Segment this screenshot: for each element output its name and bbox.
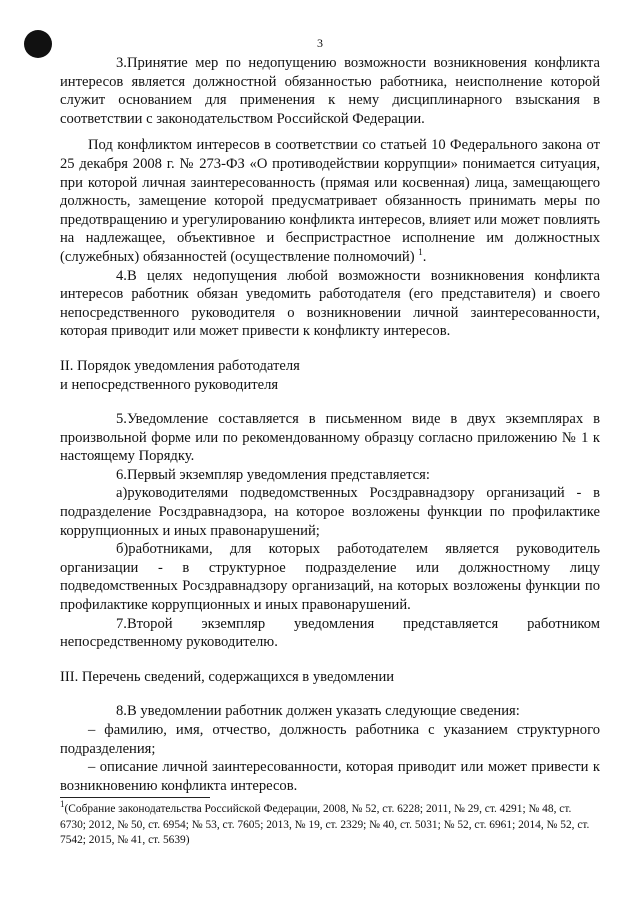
section-3-title: III. Перечень сведений, содержащихся в уведомлении	[60, 668, 395, 685]
paragraph-6b-text: работниками, для которых работодателем является руководитель организации - в структурное подразделение или должностному лицу подведомственных Росздравнадзору организаций, на которых возложены функции по профилактике коррупционных и иных правонарушений.	[60, 541, 600, 614]
section-2-title-line-2: и непосредственного руководителя	[60, 376, 279, 393]
section-2-title-line-1: II. Порядок уведомления работодателя	[60, 357, 300, 374]
footnote-number: 1	[60, 799, 65, 810]
paragraph-6a-text: руководителями подведомственных Росздравнадзору организаций - в подразделение Росздравнадзора, на которое возложены функции по профилактике коррупционных и иных правонарушений;	[60, 485, 600, 539]
conflict-definition-text: Под конфликтом интересов в соответствии со статьей 10 Федерального закона от 25 декабря 2008 г. № 273-ФЗ «О противодействии коррупции» понимается ситуация, при которой личная заинтересованность (прямая или косвенная) лица, замещающего должность, замещение которой предусматривает обязанность принимать меры по предотвращению и урегулированию конфликта интересов, влияет или может повлиять на надлежащее, объективное и беспристрастное исполнение им должностных (служебных) обязанностей (осуществление полномочий)	[60, 137, 600, 265]
paragraph-8-number: 8.	[116, 703, 127, 720]
paragraph-3-text: Принятие мер по недопущению возможности возникновения конфликта интересов является должностной обязанностью работника, неисполнение которой служит основанием для применения к нему дисциплинарного взыскания в соответствии с законодательством Российской Федерации.	[60, 55, 600, 127]
bullet-item-2: – описание личной заинтересованности, которая приводит или может привести к возникновению конфликта интересов.	[60, 759, 600, 794]
paragraph-5-text: Уведомление составляется в письменном виде в двух экземплярах в произвольной форме или по рекомендованному образцу согласно приложению № 1 к настоящему Порядку.	[60, 411, 600, 465]
conflict-definition-paragraph: Под конфликтом интересов в соответствии со статьей 10 Федерального закона от 25 декабря 2008 г. № 273-ФЗ «О противодействии коррупции» понимается ситуация, при которой личная заинтересованность (прямая или косвенная) лица, замещающего должность, замещение которой предусматривает обязанность принимать меры по предотвращению и урегулированию конфликта интересов, влияет или может повлиять на надлежащее, объективное и беспристрастное исполнение им должностных (служебных) обязанностей (осуществление полномочий) $^1$.	[60, 137, 600, 265]
paragraph-7-number: 7.	[116, 615, 127, 632]
footnote	[60, 799, 600, 849]
paragraph-8-text: В уведомлении работник должен указать следующие сведения:	[126, 703, 520, 720]
paragraph-3	[60, 54, 600, 128]
page-number: 3	[317, 36, 323, 50]
paragraph-6-number: 6.	[116, 466, 127, 483]
paragraph-5	[60, 410, 600, 466]
paragraph-7-text: Второй экземпляр уведомления представляется работником непосредственному руководителю.	[60, 615, 600, 651]
paragraph-5-number: 5.	[116, 411, 127, 428]
paragraph-4-number: 4.	[116, 267, 127, 284]
paragraph-3-number: 3.	[116, 55, 127, 71]
paragraph-4	[60, 267, 600, 341]
paragraph-6	[60, 466, 600, 485]
footnote-separator	[60, 797, 210, 798]
paragraph-6-text: Первый экземпляр уведомления представляется:	[126, 466, 430, 483]
paragraph-6a	[60, 484, 600, 540]
paragraph-4-text: В целях недопущения любой возможности возникновения конфликта интересов работник обязан уведомить работодателя (его представителя) и своего непосредственного руководителя о возникновении личной заинтересованности, которая приводит или может привести к конфликту интересов.	[60, 267, 600, 340]
paragraph-6b	[60, 540, 600, 614]
document-body	[60, 54, 600, 795]
bullet-item-1: – фамилию, имя, отчество, должность работника с указанием структурного подразделения;	[60, 722, 600, 757]
paragraph-8	[60, 702, 600, 721]
paragraph-6b-number: б)	[116, 541, 129, 558]
footnote-marker: 1	[418, 247, 423, 258]
paragraph-7	[60, 615, 600, 652]
footnote-text: (Собрание законодательства Российской Федерации, 2008, № 52, ст. 6228; 2011, № 29, ст. 4291; № 48, ст. 6730; 2012, № 50, ст. 6954; № 53, ст. 7605; 2013, № 19, ст. 2329; № 40, ст. 5031; № 52, ст. 6961; 2014, № 52, ст. 7542; 2015, № 41, ст. 5639)	[60, 803, 590, 846]
paragraph-6a-number: а)	[116, 485, 128, 502]
